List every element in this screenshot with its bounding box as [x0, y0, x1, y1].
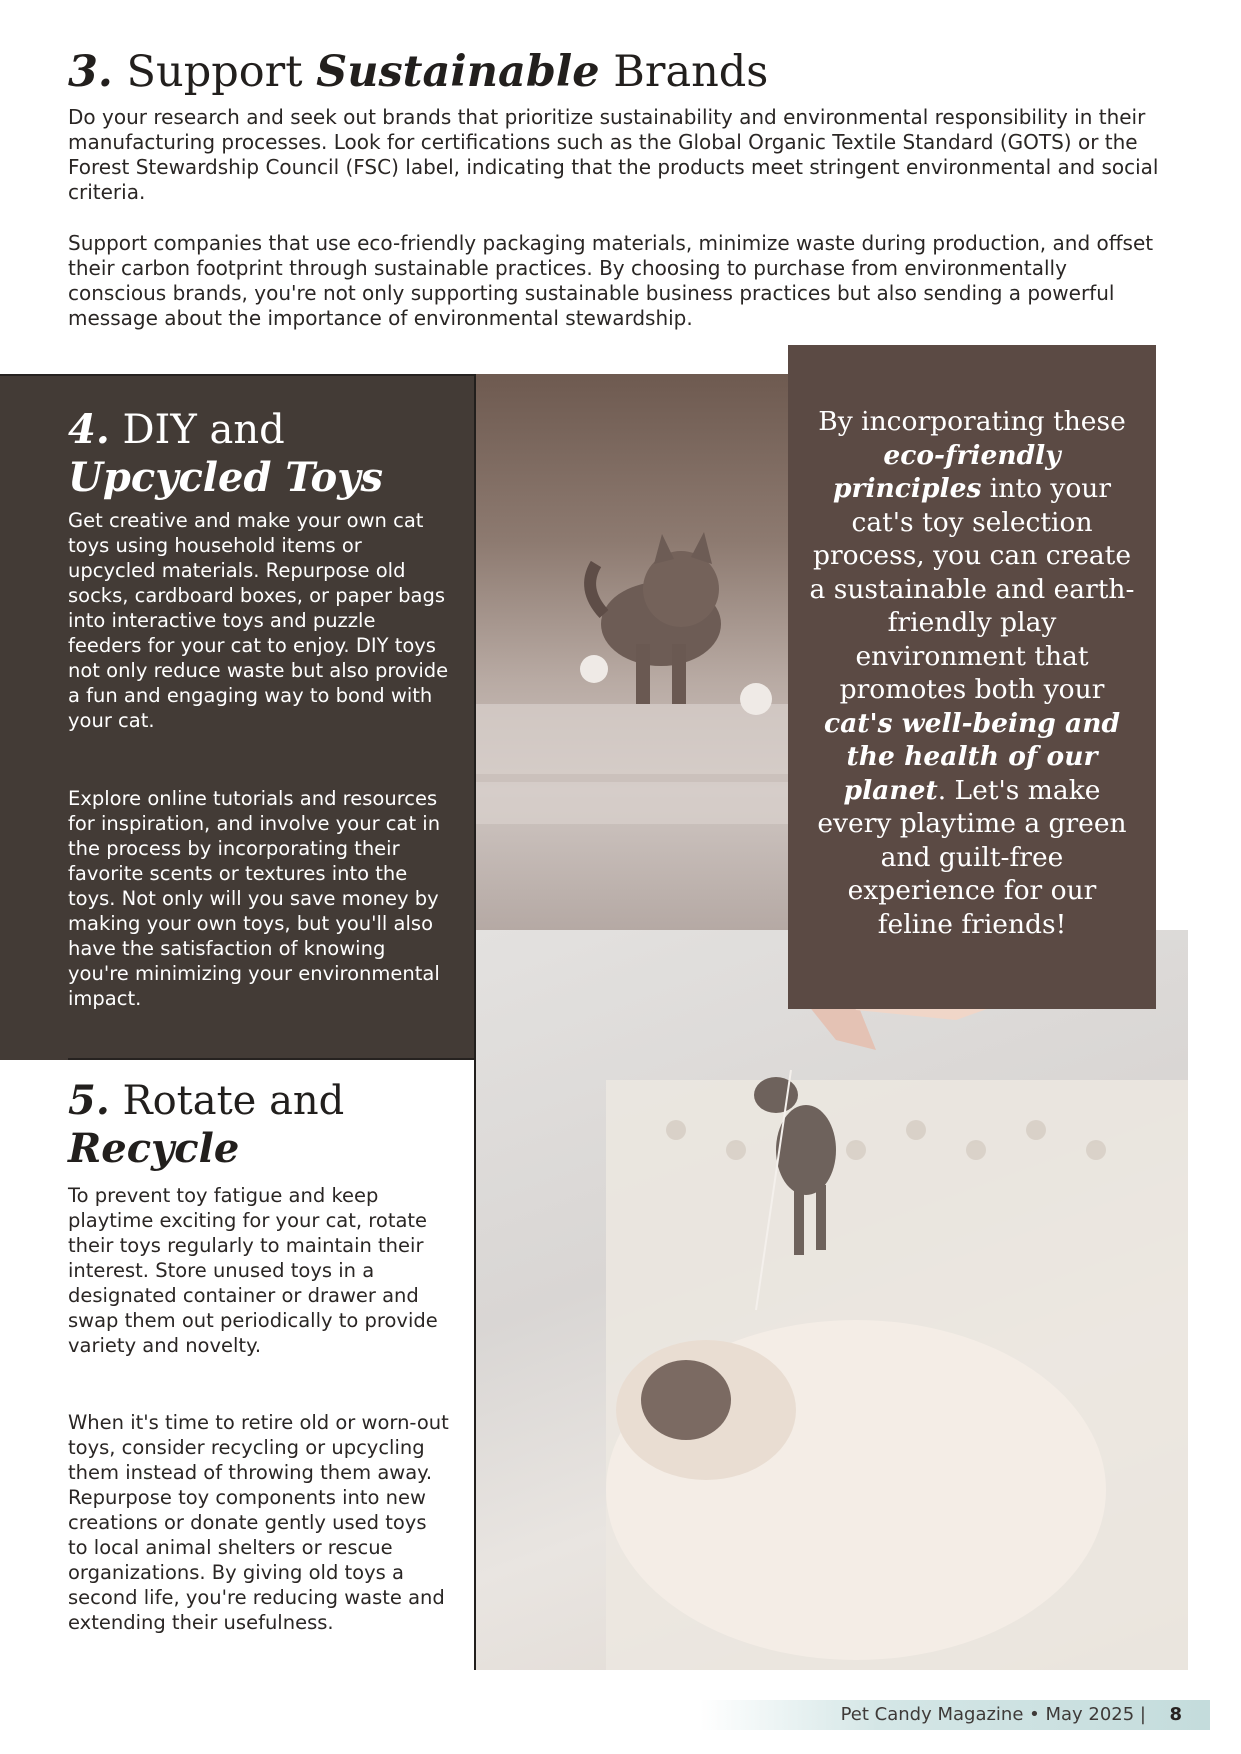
- knitted-cat-toy-illustration: [476, 374, 790, 930]
- quote-part-2: into your cat's toy selection process, you can create a sustainable and earth-friendly play environment that promotes both your: [809, 473, 1135, 705]
- section-4-title-emphasis: Upcycled Toys: [68, 454, 383, 501]
- section-4-paragraph-1: Get creative and make your own cat toys using household items or upcycled materials. Repurpose old socks, cardboard boxes, or paper bags into interactive toys and puzzle feeders for your cat to enjoy. DIY toys not only reduce waste but also provide a fun and engaging way to bond with your cat.: [68, 509, 449, 732]
- section-3-title: [68, 42, 768, 102]
- quote-emphasis-2: cat's well-being and the health of our planet: [823, 707, 1121, 806]
- pull-quote: [806, 405, 1138, 941]
- section-4-paragraph-2: Explore online tutorials and resources for inspiration, and involve your cat in the process by incorporating their favorite scents or textures into the toys. Not only will you save money by making your own toys, but you'll also have the satisfaction of knowing you're minimizing your environmental impact.: [68, 787, 441, 1010]
- section-5-title-line1: Rotate and: [109, 1078, 345, 1124]
- section-4-number: 4.: [68, 406, 110, 453]
- cat-playing-with-toy-photo: [476, 930, 1188, 1670]
- section-5-title-emphasis: Recycle: [68, 1125, 240, 1172]
- quote-part-1: By incorporating these: [818, 406, 1126, 437]
- section-5-title: [68, 1077, 344, 1173]
- quote-emphasis-1: eco-friendly principles: [832, 439, 1061, 504]
- section-4-panel: [0, 374, 474, 1060]
- pull-quote-box: [788, 345, 1156, 1009]
- knitted-cat-toy-photo: [476, 374, 790, 930]
- section-4-title-line1: DIY and: [109, 407, 285, 453]
- publication-name: Pet Candy Magazine • May 2025 |: [840, 1704, 1146, 1725]
- section-3-title-pre: Support: [112, 47, 317, 97]
- section-5-divider: [68, 1058, 474, 1060]
- section-3-title-post: Brands: [599, 47, 769, 97]
- section-5-number: 5.: [68, 1077, 110, 1124]
- page-number: 8: [1169, 1704, 1182, 1725]
- section-4-title: [68, 406, 383, 502]
- quote-part-3: . Let's make every playtime a green and guilt-free experience for our feline friends!: [817, 774, 1127, 940]
- section-5-paragraph-1: To prevent toy fatigue and keep playtime exciting for your cat, rotate their toys regularly to maintain their interest. Store unused toys in a designated container or drawer and swap them out periodically to provide variety and novelty.: [68, 1184, 438, 1357]
- cat-playing-illustration: [476, 930, 1188, 1670]
- section-3-paragraph-2: Support companies that use eco-friendly packaging materials, minimize waste during production, and offset their carbon footprint through sustainable practices. By choosing to purchase from environmentally conscious brands, you're not only supporting sustainable business practices but also sending a powerful message about the importance of environmental stewardship.: [68, 231, 1154, 330]
- section-3-paragraph-1: Do your research and seek out brands that prioritize sustainability and environmental responsibility in their manufacturing processes. Look for certifications such as the Global Organic Textile Standard (GOTS) or the Forest Stewardship Council (FSC) label, indicating that the products meet stringent environmental and social criteria.: [68, 105, 1159, 204]
- section-3-number: 3.: [68, 47, 113, 97]
- section-3-title-emphasis: Sustainable: [316, 47, 600, 97]
- section-5-paragraph-2: When it's time to retire old or worn-out toys, consider recycling or upcycling them instead of throwing them away. Repurpose toy components into new creations or donate gently used toys to local animal shelters or rescue organizations. By giving old toys a second life, you're reducing waste and extending their usefulness.: [68, 1411, 449, 1634]
- page-footer: [700, 1700, 1210, 1730]
